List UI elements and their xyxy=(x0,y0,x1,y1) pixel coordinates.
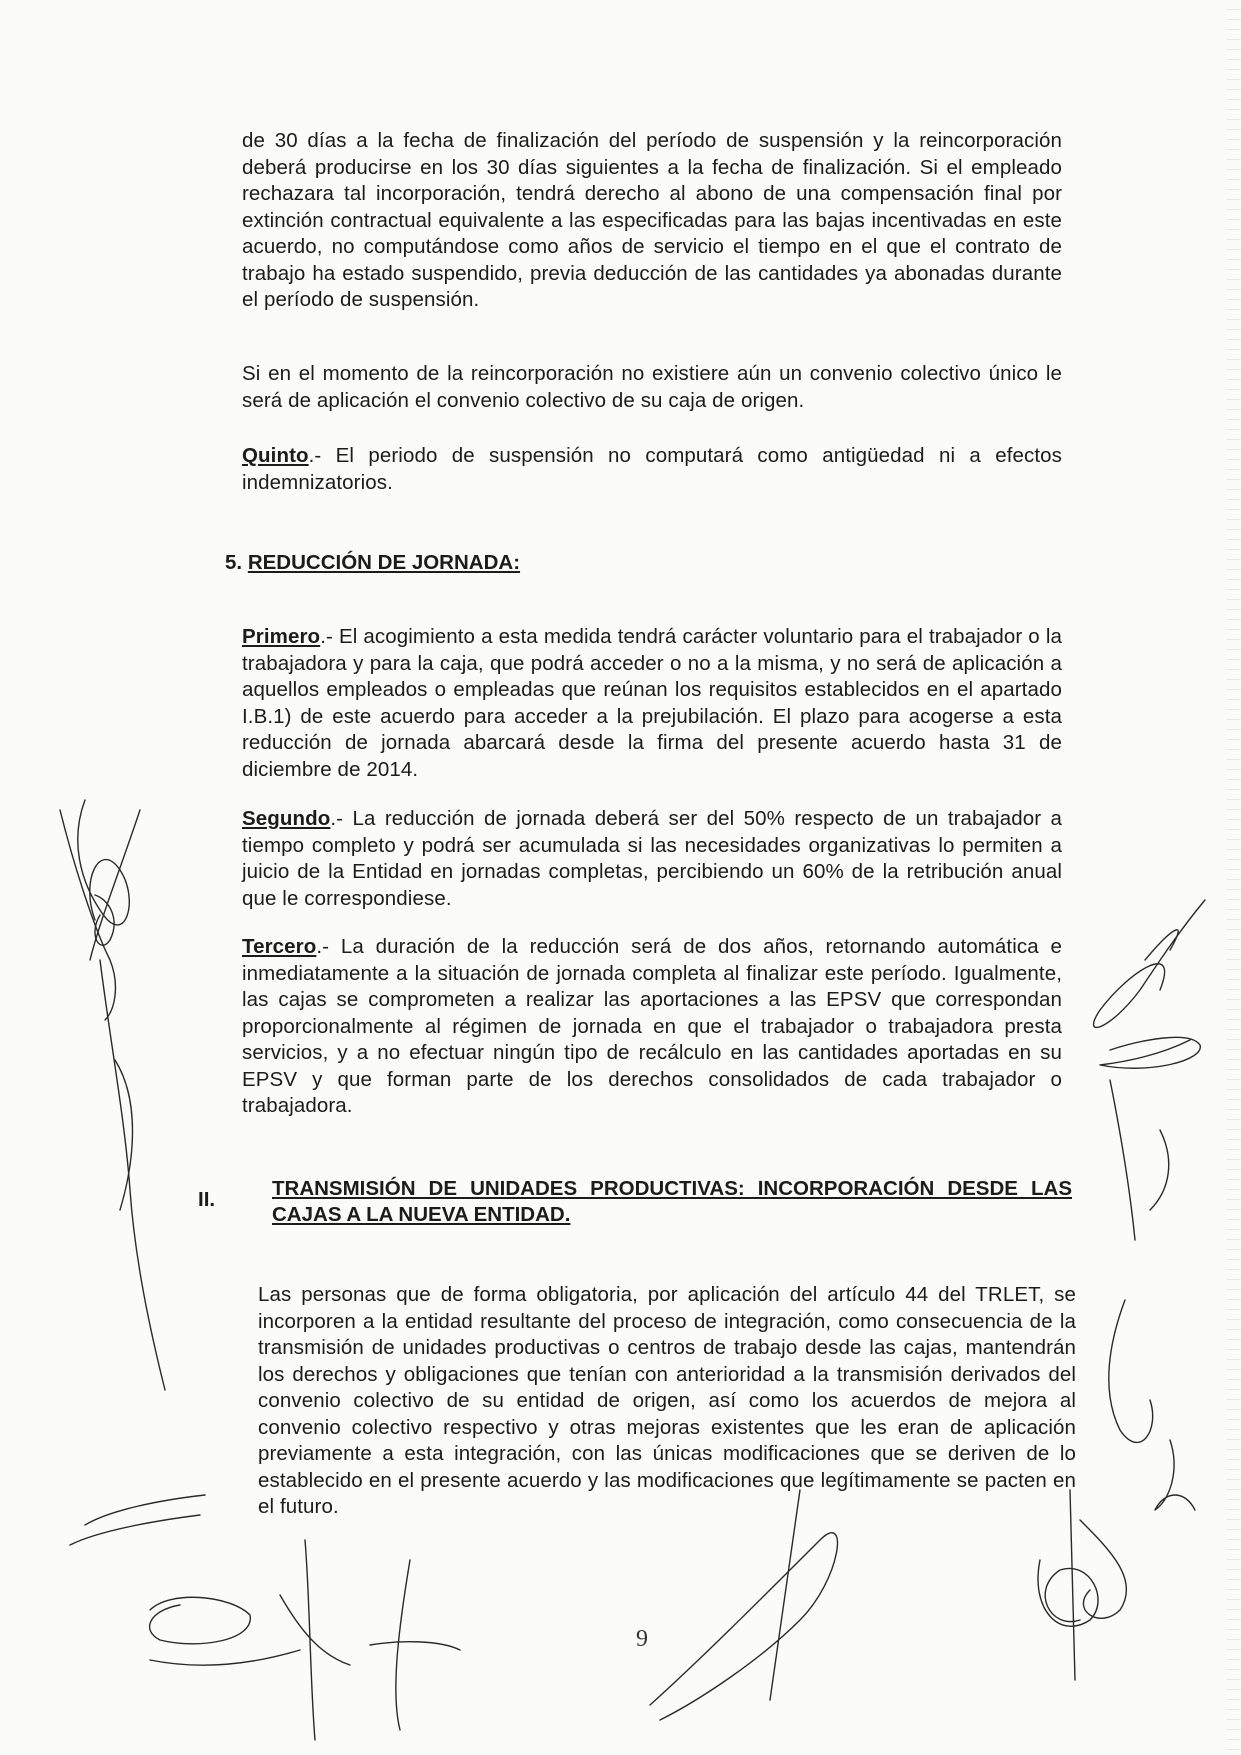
paragraph-reincorporation xyxy=(242,361,1062,414)
paragraph-text: Las personas que de forma obligatoria, por aplicación del artículo 44 del TRLET, se incorporen a la entidad resultante del proceso de integración, como consecuencia de la transmisión de unidades productivas o centros de trabajo desde las cajas, mantendrán los derechos y obligaciones que tenían con anterioridad a la transmisión derivados del convenio colectivo de su entidad de origen, así como los acuerdos de mejora al convenio colectivo respectivo y otras mejoras existentes que les eran de aplicación previamente a esta integración, con las únicas modificaciones que se deriven de lo establecido en el presente acuerdo y las modificaciones que legítimamente se pacten en el futuro. xyxy=(258,1283,1076,1518)
section-number-ii: II. xyxy=(198,1188,216,1211)
clause-quinto xyxy=(242,443,1062,496)
page-number: 9 xyxy=(636,1626,648,1652)
clause-lead: Segundo xyxy=(242,807,331,830)
section-title-ii: TRANSMISIÓN DE UNIDADES PRODUCTIVAS: INCORPORACIÓN DESDE LAS CAJAS A LA NUEVA ENTIDAD. xyxy=(272,1177,1072,1226)
section-number: 5. xyxy=(225,551,243,574)
clause-primero xyxy=(242,624,1062,783)
paragraph-suspension-end xyxy=(242,128,1062,314)
clause-lead: Primero xyxy=(242,625,321,648)
section-heading-5 xyxy=(225,551,520,575)
clause-text: .- La duración de la reducción será de dos años, retornando automática e inmediatamente a la situación de jornada completa al finalizar este período. Igualmente, las cajas se comprometen a realizar las aportaciones a las EPSV que correspondan proporcionalmente al régimen de jornada en que el trabajador o trabajadora presta servicios, y a no efectuar ningún tipo de recálculo en las cantidades aportadas en su EPSV y que forman parte de los derechos consolidados de cada trabajador o trabajadora. xyxy=(242,935,1062,1117)
clause-lead: Tercero xyxy=(242,935,317,958)
paragraph-text: Si en el momento de la reincorporación no existiere aún un convenio colectivo único le será de aplicación el convenio colectivo de su caja de origen. xyxy=(242,362,1062,412)
clause-text: .- El periodo de suspensión no computará como antigüedad ni a efectos indemnizatorios. xyxy=(242,444,1062,494)
clause-text: .- El acogimiento a esta medida tendrá carácter voluntario para el trabajador o la trabajadora y para la caja, que podrá acceder o no a la misma, y no será de aplicación a aquellos empleados o empleadas que reúnan los requisitos establecidos en el apartado I.B.1) de este acuerdo para acceder a la prejubilación. El plazo para acogerse a esta reducción de jornada abarcará desde la firma del presente acuerdo hasta 31 de diciembre de 2014. xyxy=(242,625,1062,781)
signature-bottom-row xyxy=(70,1490,1126,1740)
clause-text: .- La reducción de jornada deberá ser del 50% respecto de un trabajador a tiempo completo y podrá ser acumulada si las necesidades organizativas lo permiten a juicio de la Entidad en jornadas completas, percibiendo un 60% de la retribución anual que le correspondiese. xyxy=(242,807,1062,910)
section-title: REDUCCIÓN DE JORNADA: xyxy=(247,551,521,574)
paragraph-transmision xyxy=(258,1282,1076,1521)
signature-right-margin xyxy=(1094,900,1205,1510)
scan-edge-artifact xyxy=(1227,0,1241,1755)
signature-left-margin xyxy=(60,800,165,1390)
paragraph-text: de 30 días a la fecha de finalización del período de suspensión y la reincorporación deberá producirse en los 30 días siguientes a la fecha de finalización. Si el empleado rechazara tal incorporación, tendrá derecho al abono de una compensación final por extinción contractual equivalente a las especificadas para las bajas incentivadas en este acuerdo, no computándose como años de servicio el tiempo en el que el contrato de trabajo ha estado suspendido, previa deducción de las cantidades ya abonadas durante el período de suspensión. xyxy=(242,129,1062,311)
clause-segundo xyxy=(242,806,1062,912)
clause-tercero xyxy=(242,934,1062,1120)
clause-lead: Quinto xyxy=(242,444,309,467)
